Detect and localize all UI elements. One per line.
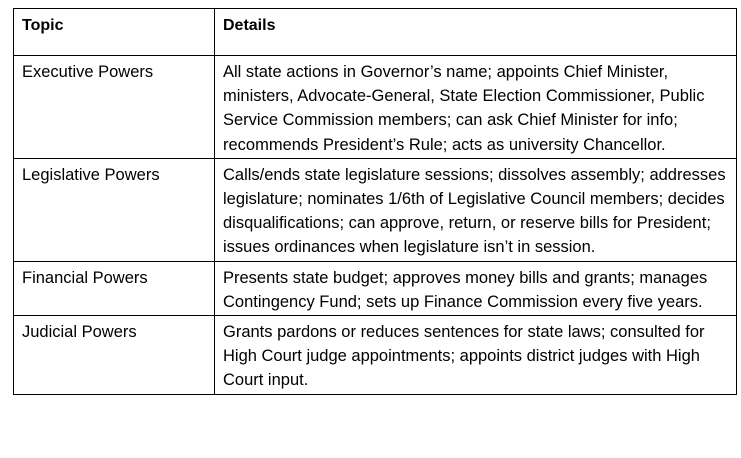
details-cell: Calls/ends state legislature sessions; dissolves assembly; addresses legislature; nominates 1/6th of Legislative Council members; decides disqualifications; can approve, return, or reserve bills for President; issues ordinances when legislature isn’t in session.	[215, 158, 737, 261]
table-row-executive	[14, 56, 737, 159]
topic-cell: Judicial Powers	[14, 316, 215, 395]
details-cell: Grants pardons or reduces sentences for state laws; consulted for High Court judge appointments; appoints district judges with High Court input.	[215, 316, 737, 395]
table-row-financial	[14, 261, 737, 315]
header-row	[14, 9, 737, 56]
details-cell: Presents state budget; approves money bills and grants; manages Contingency Fund; sets up Finance Commission every five years.	[215, 261, 737, 315]
topic-cell: Legislative Powers	[14, 158, 215, 261]
details-cell: All state actions in Governor’s name; appoints Chief Minister, ministers, Advocate-General, State Election Commissioner, Public Service Commission members; can ask Chief Minister for info; recommends President’s Rule; acts as university Chancellor.	[215, 56, 737, 159]
governor-powers-table	[13, 8, 737, 395]
table-row-legislative	[14, 158, 737, 261]
table-row-judicial	[14, 316, 737, 395]
topic-cell: Financial Powers	[14, 261, 215, 315]
details-column-header: Details	[215, 9, 737, 56]
topic-cell: Executive Powers	[14, 56, 215, 159]
topic-column-header: Topic	[14, 9, 215, 56]
